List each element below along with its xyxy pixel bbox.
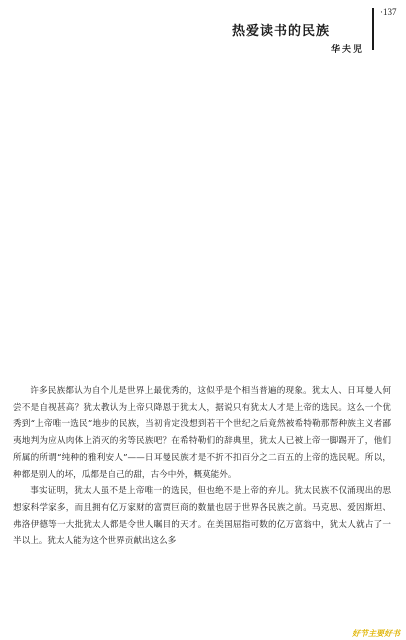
paragraph: 许多民族都认为自个儿是世界上最优秀的，这似乎是个相当普遍的现象。犹太人、日耳曼人何尝不是自视甚高？犹太教认为上帝只降恩于犹太人，据说只有犹太人才是上帝的选民。这么一个优秀到“上帝唯一选民”地步的民族，当初肯定没想到若干个世纪之后竟然被希特勒那帮种族主义者鄙夷地判为应从肉体上消灭的劣等民族吧？在希特勒们的辞典里，犹太人已被上帝一脚踢开了，他们所属的所谓“纯种的雅利安人”——日耳曼民族才是不折不扣百分之二百五的上帝的选民呢。所以，种都是别人的坏，瓜都是自己的甜，古今中外，概莫能外。 (13, 386, 391, 480)
author-name: 华夫児 (331, 45, 365, 55)
paragraph: 事实证明，犹太人虽不是上帝唯一的选民，但也绝不是上帝的弃儿。犹太民族不仅涌现出的思想家科学家多，而且拥有亿万家财的富贾巨商的数量也居于世界各民族之前。马克思、爱因斯坦、弗洛伊德等一大批犹太人都是令世人瞩目的天才。在美国屈指可数的亿万富翁中，犹太人就占了一半以上。犹太人能为这个世界贡献出这么多 (13, 486, 391, 547)
watermark: 好节主要好书 (352, 629, 400, 638)
page-number: ·137 (380, 7, 397, 17)
header-rule (372, 8, 374, 50)
chapter-title: 热爱读书的民族 (232, 24, 331, 39)
body-text (13, 383, 391, 550)
